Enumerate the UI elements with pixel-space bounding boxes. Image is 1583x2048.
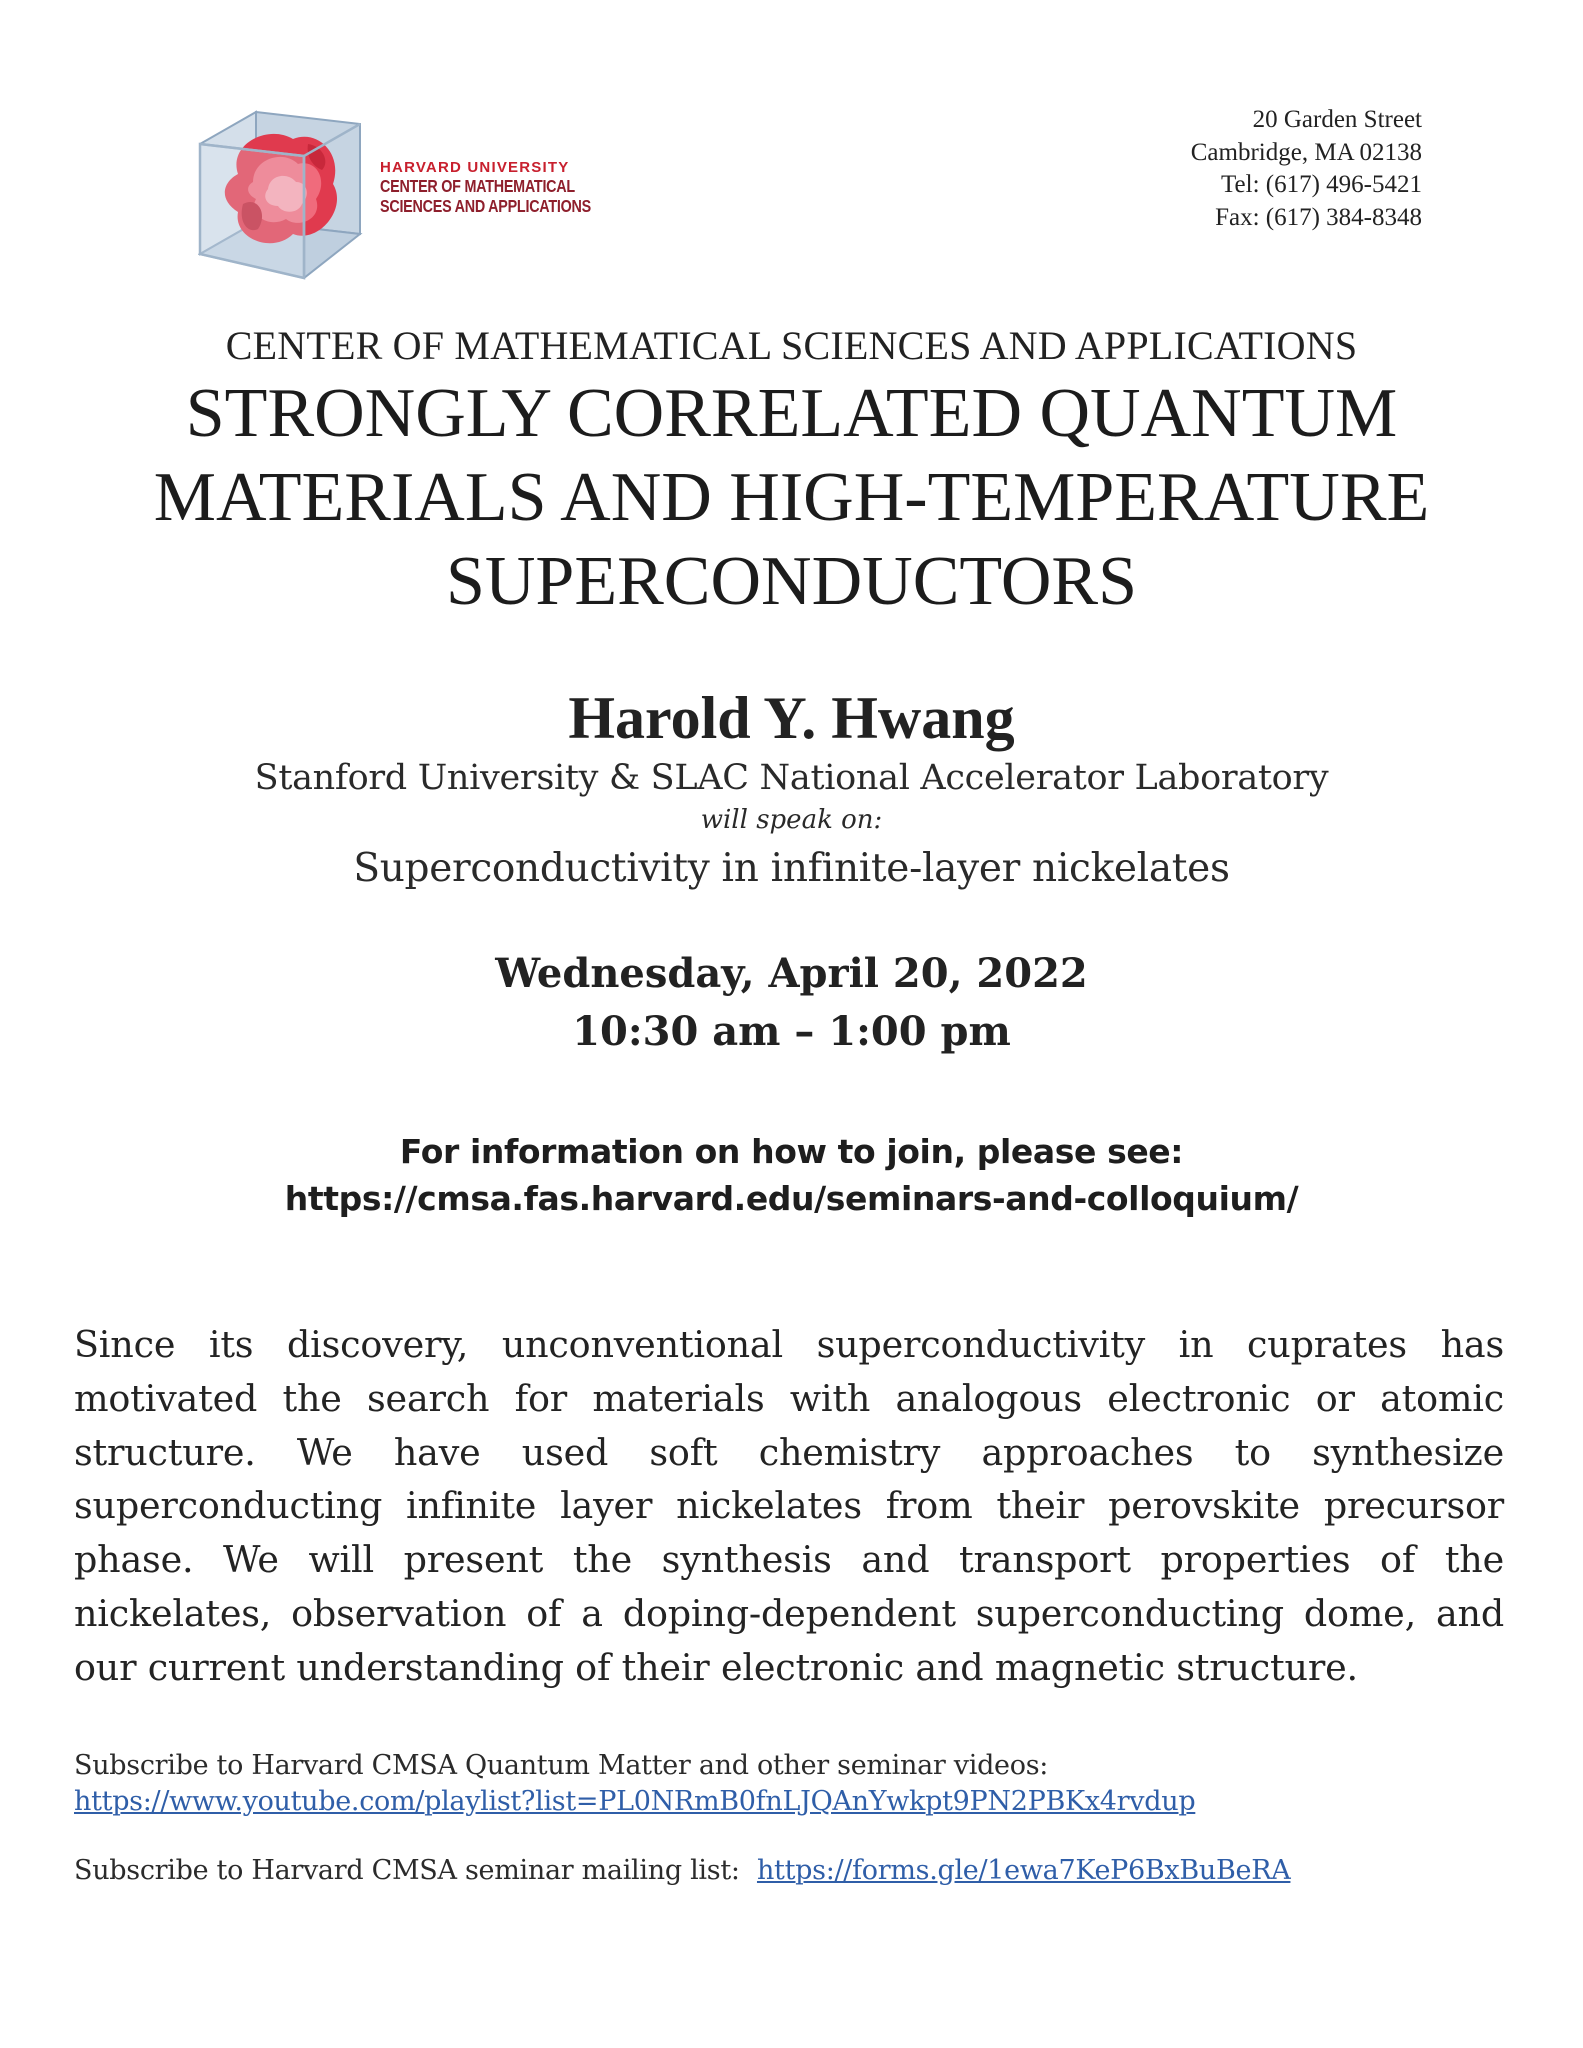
mailing-subscribe-label: Subscribe to Harvard CMSA seminar mailing list: [74, 1855, 740, 1886]
videos-subscribe-label: Subscribe to Harvard CMSA Quantum Matter and other seminar videos: [74, 1750, 1049, 1781]
join-info [0, 1128, 1583, 1222]
mailing-list-link[interactable]: https://forms.gle/1ewa7KeP6BxBuBeRA [756, 1855, 1291, 1886]
seminar-title-line1: STRONGLY CORRELATED QUANTUM [185, 375, 1398, 452]
address-street: 20 Garden Street [1252, 106, 1422, 133]
address-fax: Fax: (617) 384-8348 [1215, 203, 1422, 231]
seminar-title-line2: MATERIALS AND HIGH-TEMPERATURE [153, 459, 1430, 536]
talk-time: 10:30 am – 1:00 pm [572, 1008, 1011, 1055]
speaker-name: Harold Y. Hwang [568, 685, 1015, 751]
address-block [1191, 104, 1422, 234]
center-name: CENTER OF MATHEMATICAL SCIENCES AND APPLICATIONS [225, 323, 1358, 368]
videos-subscribe-link-row [74, 1786, 1195, 1817]
talk-date: Wednesday, April 20, 2022 [495, 950, 1088, 997]
address-city: Cambridge, MA 02138 [1190, 138, 1422, 166]
speaker-affiliation: Stanford University & SLAC National Accelerator Laboratory [254, 758, 1329, 798]
will-speak-on: will speak on: [700, 805, 883, 835]
logo-line-sciences: SCIENCES AND APPLICATIONS [380, 195, 591, 216]
mailing-subscribe-row [74, 1855, 1290, 1886]
join-url: https://cmsa.fas.harvard.edu/seminars-and-colloquium/ [284, 1179, 1299, 1218]
cmsa-logo [198, 104, 598, 284]
seminar-title [0, 372, 1583, 624]
logo-wordmark [380, 160, 637, 217]
videos-playlist-link[interactable]: https://www.youtube.com/playlist?list=PL0NRmB0fnLJQAnYwkpt9PN2PBKx4rvdup [74, 1786, 1196, 1817]
join-label: For information on how to join, please see: [399, 1132, 1184, 1171]
seminar-title-line3: SUPERCONDUCTORS [445, 543, 1138, 620]
logo-line-university: HARVARD UNIVERSITY [380, 159, 570, 176]
address-tel: Tel: (617) 496-5421 [1221, 171, 1422, 198]
cube-logo-icon [198, 104, 378, 284]
abstract: Since its discovery, unconventional superconductivity in cuprates has motivated the search for materials with analogous electronic or atomic structure. We have used soft chemistry approaches to synthesize superconducting infinite layer nickelates from their perovskite precursor phase. We will present the synthesis and transport properties of the nickelates, observation of a doping-dependent superconducting dome, and our current understanding of their electronic and magnetic structure. [74, 1323, 1504, 1689]
logo-line-center: CENTER OF MATHEMATICAL [380, 176, 575, 196]
talk-title: Superconductivity in infinite-layer nickelates [353, 846, 1230, 891]
